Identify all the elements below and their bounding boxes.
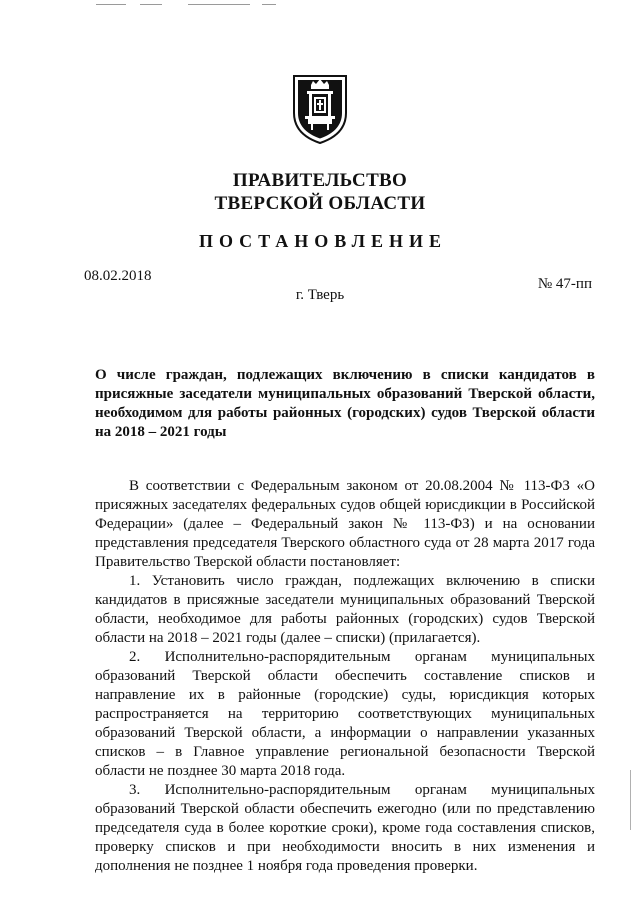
- body-paragraph-1: 1. Установить число граждан, подлежащих включению в списки кандидатов в присяжные заседатели муниципальных образований Тверской области, необходимое для работы районных (городских) судов Тверской области на 2018 – 2021 годы (далее – списки) (прилагается).: [95, 573, 595, 646]
- tver-coat-of-arms-icon: [291, 73, 349, 145]
- scan-artifact: [262, 4, 276, 5]
- document-city: г. Тверь: [295, 287, 345, 303]
- subject-line: присяжные заседатели муниципальных образований Тверской области,: [95, 386, 595, 402]
- subject-line: необходимом для работы районных (городских) судов Тверской области: [95, 405, 595, 421]
- body-paragraph-intro: В соответствии с Федеральным законом от 20.08.2004 № 113-ФЗ «О присяжных заседателях федеральных судов общей юрисдикции в Российской Федерации» (далее – Федеральный закон № 113-ФЗ) и на основании представления председателя Тверского областного суда от 28 марта 2017 года Правительство Тверской области постановляет:: [95, 478, 595, 570]
- scan-artifact: [140, 4, 162, 5]
- body-paragraph-3: 3. Исполнительно-распорядительным органам муниципальных образований Тверской области обеспечить ежегодно (или по представлению председателя суда в более короткие сроки), кроме года составления списков, проверку списков и при необходимости вносить в них изменения и дополнения не позднее 1 ноября года проведения проверки.: [95, 782, 595, 874]
- body-paragraph-2: 2. Исполнительно-распорядительным органам муниципальных образований Тверской области обеспечить составление списков и направление их в районные (городские) суды, юрисдикция которых распространяется на территорию соответствующих муниципальных образований Тверской области, а информации о направлении указанных списков – в Главное управление региональной безопасности Тверской области не позднее 30 марта 2018 года.: [95, 649, 595, 779]
- organization-title-line1: ПРАВИТЕЛЬСТВО: [232, 170, 408, 191]
- document-type-heading: ПОСТАНОВЛЕНИЕ: [198, 231, 448, 251]
- subject-line: О числе граждан, подлежащих включению в списки кандидатов в: [95, 367, 595, 383]
- organization-title-line2: ТВЕРСКОЙ ОБЛАСТИ: [214, 193, 426, 214]
- document-date: 08.02.2018: [84, 268, 152, 284]
- document-number: № 47-пп: [537, 276, 592, 292]
- scan-artifact: [96, 4, 126, 5]
- subject-line: на 2018 – 2021 годы: [95, 424, 227, 440]
- document-body: [95, 477, 595, 876]
- scan-artifact: [188, 4, 250, 5]
- scan-artifact: [630, 770, 631, 830]
- document-subject: [95, 366, 595, 442]
